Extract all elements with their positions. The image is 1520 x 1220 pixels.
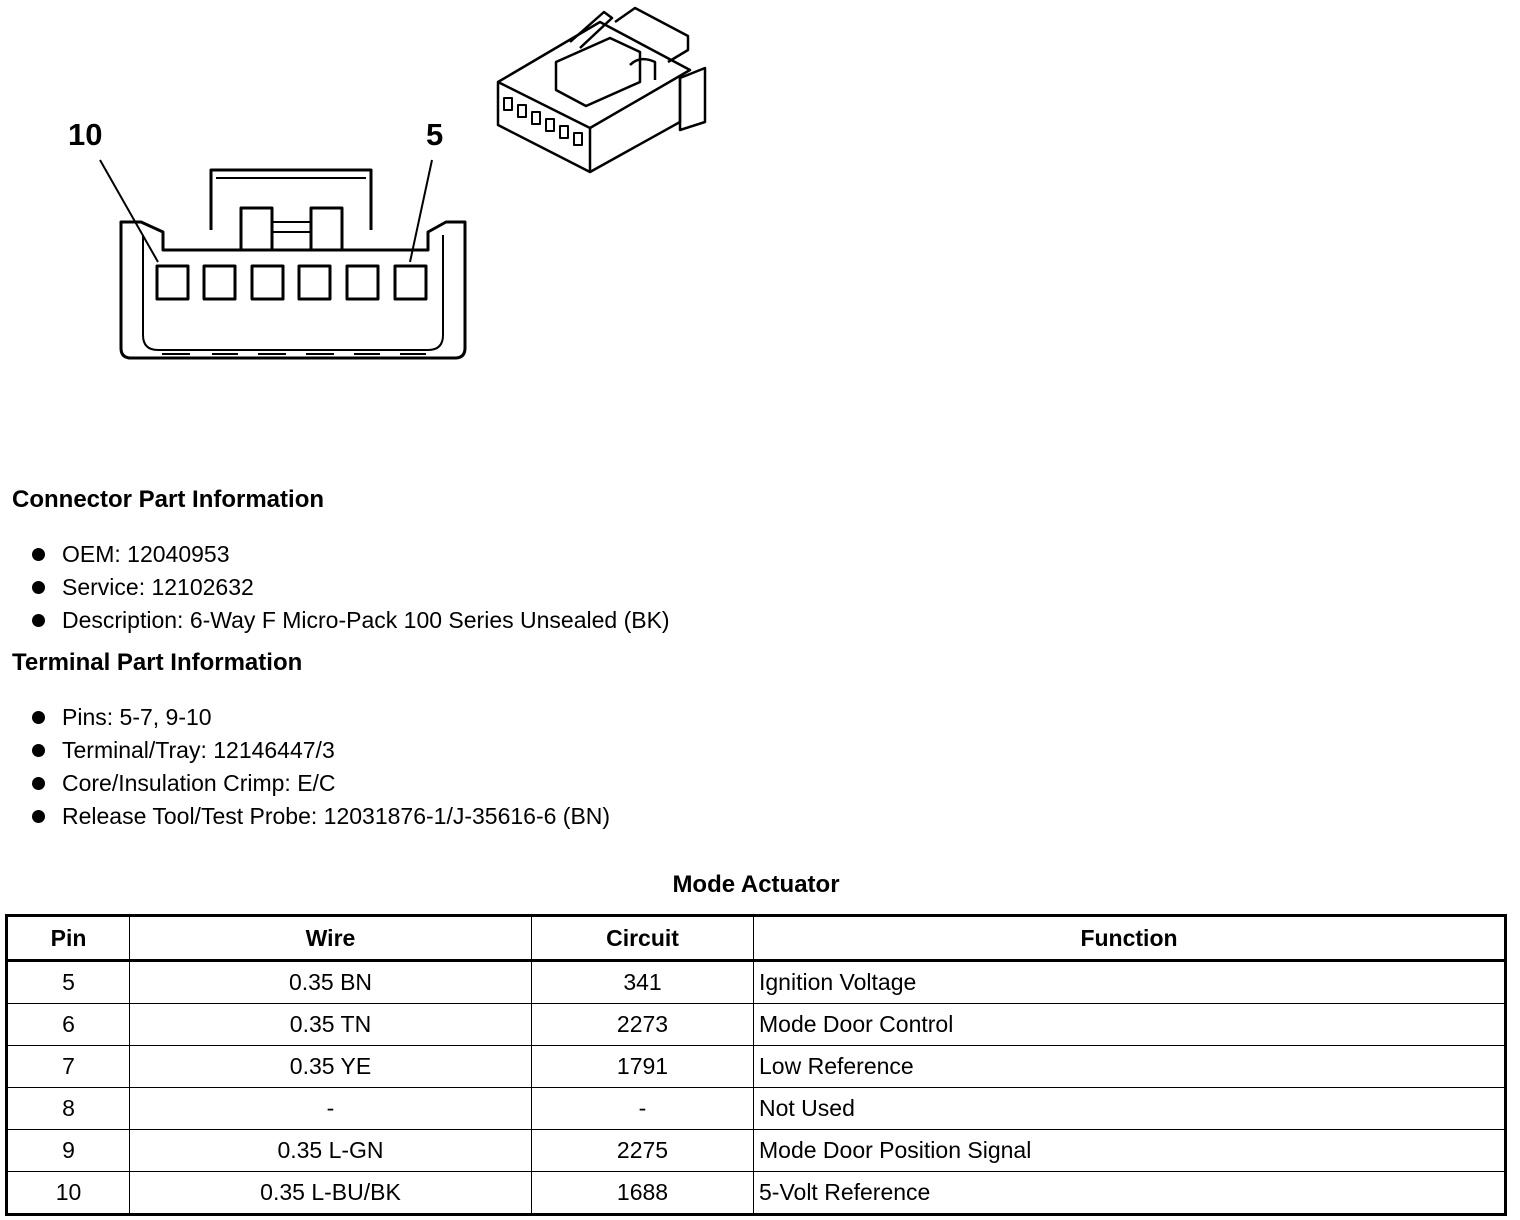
cell-function: Mode Door Position Signal	[754, 1130, 1506, 1172]
table-row	[7, 1004, 1506, 1046]
cell-circuit: 1688	[532, 1172, 754, 1215]
cell-pin: 7	[7, 1046, 130, 1088]
list-item: Terminal/Tray: 12146447/3	[32, 734, 610, 767]
cell-function: 5-Volt Reference	[754, 1172, 1506, 1215]
cell-circuit: 2275	[532, 1130, 754, 1172]
table-row	[7, 1046, 1506, 1088]
pin-cavities	[157, 266, 426, 299]
list-item: Core/Insulation Crimp: E/C	[32, 767, 610, 800]
terminal-part-info-list	[32, 701, 610, 833]
cell-circuit: 341	[532, 961, 754, 1004]
header-pin: Pin	[7, 916, 130, 961]
cell-wire: 0.35 TN	[130, 1004, 532, 1046]
table-row	[7, 961, 1506, 1004]
table-row	[7, 1130, 1506, 1172]
terminal-part-info-heading: Terminal Part Information	[12, 649, 303, 676]
list-item: Service: 12102632	[32, 571, 670, 604]
list-item: Release Tool/Test Probe: 12031876-1/J-35616-6 (BN)	[32, 800, 610, 833]
table-row	[7, 1172, 1506, 1215]
cell-function: Mode Door Control	[754, 1004, 1506, 1046]
cell-wire: 0.35 BN	[130, 961, 532, 1004]
cell-wire: 0.35 YE	[130, 1046, 532, 1088]
header-wire: Wire	[130, 916, 532, 961]
connector-isometric-view	[498, 8, 705, 172]
pin-5-label: 5	[426, 117, 444, 152]
table-header-row	[7, 916, 1506, 961]
table-title: Mode Actuator	[672, 871, 840, 898]
cell-pin: 9	[7, 1130, 130, 1172]
list-item: OEM: 12040953	[32, 538, 670, 571]
cell-circuit: 2273	[532, 1004, 754, 1046]
connector-part-info-list	[32, 538, 670, 637]
list-item: Description: 6-Way F Micro-Pack 100 Series Unsealed (BK)	[32, 604, 670, 637]
cell-circuit: 1791	[532, 1046, 754, 1088]
connector-diagram	[0, 0, 760, 420]
connector-part-info-heading: Connector Part Information	[12, 486, 325, 513]
cell-pin: 8	[7, 1088, 130, 1130]
header-circuit: Circuit	[532, 916, 754, 961]
cell-function: Ignition Voltage	[754, 961, 1506, 1004]
cell-wire: 0.35 L-GN	[130, 1130, 532, 1172]
cell-wire: 0.35 L-BU/BK	[130, 1172, 532, 1215]
table-row	[7, 1088, 1506, 1130]
pin-10-label: 10	[68, 117, 103, 152]
cell-pin: 10	[7, 1172, 130, 1215]
cell-pin: 5	[7, 961, 130, 1004]
cell-pin: 6	[7, 1004, 130, 1046]
list-item: Pins: 5-7, 9-10	[32, 701, 610, 734]
pinout-table	[5, 914, 1507, 1216]
cell-circuit: -	[532, 1088, 754, 1130]
cell-function: Low Reference	[754, 1046, 1506, 1088]
header-function: Function	[754, 916, 1506, 961]
cell-wire: -	[130, 1088, 532, 1130]
connector-face-view	[100, 160, 465, 358]
cell-function: Not Used	[754, 1088, 1506, 1130]
